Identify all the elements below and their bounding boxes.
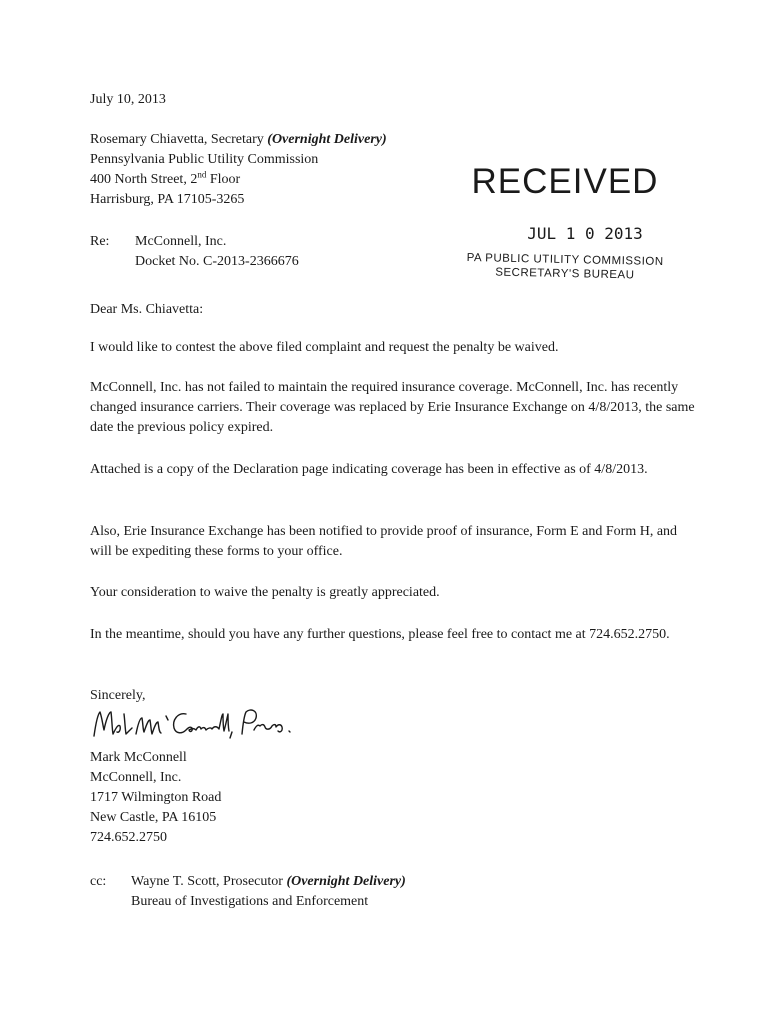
sender-block xyxy=(90,748,221,848)
sender-phone: 724.652.2750 xyxy=(90,830,167,845)
stamp-org-line1: PA PUBLIC UTILITY COMMISSION xyxy=(466,251,664,269)
recipient-street-pre: 400 North Street, 2 xyxy=(90,172,198,187)
recipient-name: Rosemary Chiavetta, Secretary xyxy=(90,132,264,147)
sender-street: 1717 Wilmington Road xyxy=(90,790,222,805)
recipient-street xyxy=(90,170,387,190)
body-paragraph: I would like to contest the above filed complaint and request the penalty be waived. xyxy=(90,340,559,355)
closing: Sincerely, xyxy=(90,688,146,703)
body-paragraph: Also, Erie Insurance Exchange has been notified to provide proof of insurance, Form E and Form H, and will be expediting these forms to your office. xyxy=(90,524,678,559)
stamp-org xyxy=(445,250,686,283)
re-subject xyxy=(135,232,299,272)
recipient-delivery-note: (Overnight Delivery) xyxy=(267,132,387,147)
cc-dept: Bureau of Investigations and Enforcement xyxy=(131,894,369,909)
re-label: Re: xyxy=(90,234,110,249)
stamp-date: JUL 1 0 2013 xyxy=(527,224,643,243)
recipient-address xyxy=(90,130,387,210)
re-company: McConnell, Inc. xyxy=(135,234,227,249)
stamp-org-line2: SECRETARY'S BUREAU xyxy=(495,266,635,282)
body-paragraph: Your consideration to waive the penalty is greatly appreciated. xyxy=(90,585,440,600)
cc-recipient xyxy=(131,872,406,912)
recipient-name-line xyxy=(90,130,387,150)
sender-company: McConnell, Inc. xyxy=(90,770,182,785)
recipient-org: Pennsylvania Public Utility Commission xyxy=(90,152,319,167)
letter-date: July 10, 2013 xyxy=(90,92,166,107)
cc-label: cc: xyxy=(90,874,107,889)
cc-delivery-note: (Overnight Delivery) xyxy=(286,874,406,889)
sender-name: Mark McConnell xyxy=(90,750,187,765)
handwritten-signature xyxy=(90,700,310,746)
recipient-street-post: Floor xyxy=(206,172,241,187)
body-paragraph: Attached is a copy of the Declaration page indicating coverage has been in effective as of 4/8/2013. xyxy=(90,462,648,477)
cc-name: Wayne T. Scott, Prosecutor xyxy=(131,874,283,889)
stamp-title: RECEIVED xyxy=(471,162,659,201)
received-stamp xyxy=(445,160,685,281)
salutation: Dear Ms. Chiavetta: xyxy=(90,302,204,317)
cc-name-line xyxy=(131,872,406,892)
body-paragraph: In the meantime, should you have any further questions, please feel free to contact me at 724.652.2750. xyxy=(90,627,670,642)
recipient-city: Harrisburg, PA 17105-3265 xyxy=(90,192,245,207)
body-paragraph: McConnell, Inc. has not failed to maintain the required insurance coverage. McConnell, Inc. has recently changed insurance carriers. Their coverage was replaced by Erie Insurance Exchange on 4/8/2013, the same date the previous policy expired. xyxy=(90,380,695,435)
recipient-street-sup: nd xyxy=(197,169,207,180)
re-docket: Docket No. C-2013-2366676 xyxy=(135,254,299,269)
sender-city: New Castle, PA 16105 xyxy=(90,810,217,825)
